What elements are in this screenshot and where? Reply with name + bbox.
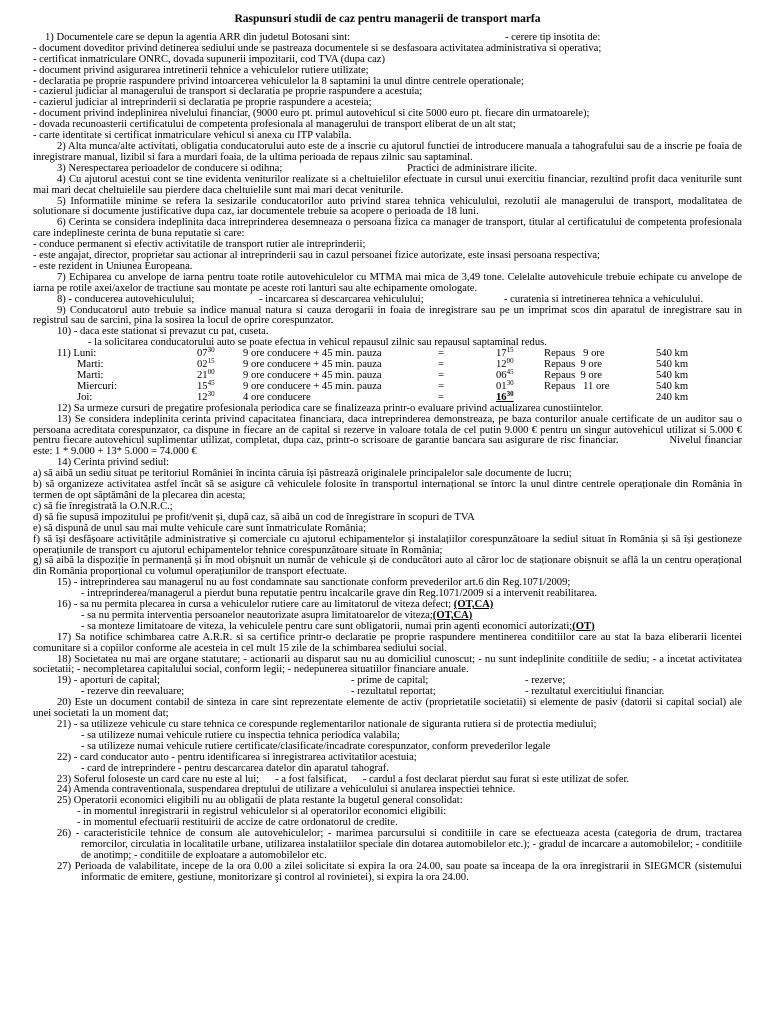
section-26-paragraph: 26) - caracteristicile tehnice de consum ale autovehiculelor; - marimea parcursului si conditiile in care se efectueaza acesta (categoria de drum, tractarea remorcilor, circulatia in localitatile urbane, utilizarea instalatiilor speciale din dotarea automobilelor etc.); - gradul de incarcare a automobilelor; - conditiile de anotimp; - conditiile de exploatare a automobilelor etc. — [57, 828, 742, 861]
schedule-day: Miercuri: — [77, 380, 118, 392]
section-7-paragraph: 7) Echiparea cu anvelope de iarna pentru toate rotile autovehiculelor cu MTMA mai mica de 3,49 tone. Celelalte autovehicule trebuie echipate cu anvelope de iarna pe rotile axei/axelor de tractiune sau montate pe aceste roti lanturi sau alte echipamente omologate. — [33, 271, 742, 294]
section-12-line: 12) Sa urmeze cursuri de pregatire profesionala periodica care se finalizeaza printr-o evaluare privind actualizarea cunostiintelor. — [57, 402, 604, 414]
schedule-number: 11) — [57, 348, 71, 360]
section-14-item: d) să fie supusă impozitului pe profit/venit și, după caz, să aibă un cod de înregistrare în scopuri de TVA — [33, 511, 475, 523]
section-15-line-b: - intreprinderea/managerul a pierdut buna reputatie pentru incalcarile grave din Reg.1071/2009 si a intervenit reabilitarea. — [81, 588, 597, 600]
schedule-equals: = — [438, 359, 444, 371]
section-1-item: - declaratia pe proprie raspundere privind intoarcerea vehiculelor la 8 saptamini la unul dintre centrele operationale; — [33, 75, 524, 87]
section-3-part-b: Practici de administrare ilicite. — [407, 162, 538, 174]
schedule-start: $12^{30}$ — [197, 389, 215, 403]
section-10-line-b: - la solicitarea conducatorului auto se poate efectua in vehicul repausul zilnic sau repausul saptaminal redus. — [88, 337, 547, 349]
section-14-item: e) să dispună de unul sau mai multe vehicule care sunt înmatriculate România; — [33, 522, 367, 534]
section-14-item: g) să aibă la dispoziție în permanență și în mod obișnuit un număr de vehicule și de conducători auto al căror loc de staționare obișnuit se află la un centru operațional din România proporțional cu volumul operațiunilor de transport efectuate. — [33, 555, 742, 578]
section-13-paragraph — [33, 415, 742, 459]
section-1-item: - document privind asigurarea intretinerii tehnice a vehiculelor rutiere utilizate; — [33, 64, 369, 76]
schedule-rest: Repaus 11 ore — [544, 380, 610, 392]
schedule-end: $17^{15}$ — [496, 346, 514, 360]
section-14-item: a) să aibă un sediu situat pe teritoriul României în incinta căruia își păstrează originalele principalelor sale documente de lucru; — [33, 468, 572, 480]
schedule-day: 11) Luni: — [57, 348, 97, 360]
section-6-item: - este angajat, director, proprietar sau actionar al intreprinderii sau in cazul persoanei fizice autorizate, este insasi persoana respectiva; — [33, 250, 600, 262]
section-16-line-b: - sa nu permita interventia persoanelor neautorizate asupra limitatoarelor de viteza;(OT,CA) — [81, 609, 473, 621]
section-27-paragraph: 27) Perioada de valabilitate, incepe de la ora 0.00 a zilei solicitate si expira la ora 24.00, sau poate sa inceapa de la ora inregistrarii in SIEGMCR (sistemului informatic de emitere, gestiune, monitorizare şi control al rovinietei), si expira la ora 24.00. — [57, 860, 742, 883]
section-13-text: 13) Se considera indeplinita cerinta privind capacitatea financiara, daca intreprinderea demonstreaza, pe baza conturilor anuale certificate de un auditor sau o persoana acreditata corespunzator, ca dispune in fiecare an de capital si rezerve in valoare totala de cel putin 9.000 € pentru un singur autovehicul utilizat si 5.000 € pentru fiecare autovehicul suplimentar utilizat, completat, dupa caz, printr-o scrisoare de garantie bancara sau asigurare de risc financiar. — [33, 413, 742, 447]
schedule-work: 9 ore conducere + 45 min. pauza — [243, 359, 382, 371]
section-14-item: b) să organizeze activitatea astfel încât să se asigure că vehiculele folosite în transportul internațional se întorc la unul dintre centrele operaționale din România în termen de opt săptămâni de la plecarea din acesta; — [33, 479, 742, 501]
schedule-equals: = — [438, 391, 444, 403]
schedule-work: 9 ore conducere + 45 min. pauza — [243, 380, 382, 392]
schedule-day: Marti: — [77, 359, 104, 371]
section-6-paragraph: 6) Cerinta se considera indeplinita daca intreprinderea desemneaza o persoana fizica ca manager de transport, titular al certificatului de competenta profesionala care indeplineste cerinta de buna reputatie si care: — [33, 217, 742, 240]
section-16-line-a: 16) - sa nu permita plecarea in cursa a vehiculelor rutiere care au limitatorul de viteza defect; (OT,CA) — [57, 599, 494, 611]
schedule-end: $16^{30}$ — [496, 389, 514, 403]
section-25-line-c: - in momentul efectuarii restituirii de accize de catre ordonatorul de credite. — [77, 817, 398, 829]
schedule-km: 240 km — [656, 391, 689, 403]
section-1-item: - cazierul judiciar al intreprinderii si declaratia pe proprie raspundere a acesteia; — [33, 97, 372, 109]
section-13-financial-level: Nivelul financiar este: 1 * 9.000 + 13* 5.000 = 74.000 € — [33, 435, 742, 458]
schedule-day: Joi: — [77, 391, 93, 403]
schedule-rest: Repaus 9 ore — [544, 359, 602, 371]
section-21-line-b: - sa utilizeze numai vehicule rutiere cu inspectia tehnica periodica valabila; — [81, 729, 400, 741]
section-1-item: - document doveditor privind detinerea sediului unde se pastreaza documentele si se desfasoara activitatea administrativa si operativa; — [33, 42, 602, 54]
schedule-rest: Repaus 9 ore — [544, 370, 602, 381]
schedule-equals: = — [438, 370, 444, 381]
section-8-part-b: - incarcarea si descarcarea vehiculului; — [259, 293, 424, 305]
schedule-work: 4 ore conducere — [243, 391, 311, 403]
section-2-paragraph: 2) Alta munca/alte activitati, obligatia conducatorului auto este de a inscrie cu ajutorul functiei de introducere manuala a tahografului sau de a inscrie pe foaia de inregistrare manual, lizibil si fara a murdari foaia, de la ultima perioada de repaus zilnic sau saptaminal. — [33, 140, 742, 163]
section-16-tag: (OT,CA) — [432, 609, 473, 621]
section-1-title-right: - cerere tip insotita de: — [505, 31, 601, 43]
section-1-item: - cazierul judiciar al managerului de transport si declaratia pe proprie raspundere a acestuia; — [33, 86, 423, 98]
schedule-equals: = — [438, 380, 444, 392]
section-17-paragraph: 17) Sa notifice schimbarea catre A.R.R. si sa certifice printr-o declaratie pe proprie raspundere mentinerea conditiilor care au stat la baza eliberarii licentei comunitare si a copiilor conforme ale acesteia in cel mult 15 zile de la schimbarea sediului social. — [33, 631, 742, 654]
section-8-line — [33, 295, 742, 306]
section-8-part-c: - curatenia si intretinerea tehnica a vehiculului. — [504, 293, 704, 305]
schedule-work: 9 ore conducere + 45 min. pauza — [243, 348, 382, 360]
section-6-item: - conduce permanent si efectiv activitatile de transport rutier ale intreprinderii; — [33, 239, 366, 251]
section-19-line-b: - rezerve din reevaluare; - rezultatul reportat; - rezultatul exercitiului financiar. — [81, 686, 665, 698]
section-23-line: 23) Soferul foloseste un card care nu este al lui; - a fost falsificat, - cardul a fost declarat pierdut sau furat si este utilizat de sofer. — [57, 773, 630, 785]
schedule-start: $21^{00}$ — [197, 368, 215, 381]
schedule-equals: = — [438, 348, 444, 360]
section-16-tag: (OT,CA) — [453, 599, 494, 611]
section-18-paragraph: 18) Societatea nu mai are organe statutare; - actionarii au disparut sau nu au domiciliul cunoscut; - nu sunt indeplinite conditiile de sediu; - a incetat activitatea societatii; - necompletarea capitalului social, conform legii; - nedepunerea situatiilor financiare anuale. — [33, 653, 742, 676]
section-20-paragraph: 20) Este un document contabil de sinteza in care sint reprezentate elemente de activ (proprietatile societatii) si elemente de pasiv (datorii si capital social) ale unei societati la un moment dat; — [33, 697, 742, 720]
section-10-line-a: 10) - daca este stationat si prevazut cu pat, cuseta. — [57, 326, 269, 338]
section-22-line-b: - card de intreprindere - pentru descarcarea datelor din aparatul tahograf. — [81, 762, 389, 774]
section-3-part-a: 3) Nerespectarea perioadelor de conducere si odihna; — [57, 162, 283, 174]
section-5-paragraph: 5) Informatiile minime se refera la sesizarile conducatorilor auto privind starea tehnica vehiculului, rezolutii ale managerului de transport, modalitatea de solutionare si documente justificative dupa caz, iar documentele trebuie sa acopere o perioada de 18 luni. — [33, 195, 742, 218]
section-19-line-a: 19) - aporturi de capital; - prime de capital; - rezerve; — [57, 675, 566, 687]
section-16-tag: (OT) — [572, 620, 595, 632]
section-21-line-c: - sa utilizeze numai vehicule rutiere certificate/clasificate/incadrate corespunzator, conform prevederilor legale — [81, 740, 551, 752]
schedule-end: $01^{30}$ — [496, 378, 514, 392]
schedule-work: 9 ore conducere + 45 min. pauza — [243, 370, 382, 381]
section-16-line-c: - sa monteze limitatoare de viteza, la vehiculele pentru care sunt obligatorii, numai prin agenti economici autorizati;(OT) — [81, 620, 595, 632]
section-1-title: 1) Documentele care se depun la agentia ARR din judetul Botosani sint: — [45, 31, 351, 43]
section-14-item: f) să își desfășoare activitățile administrative și comerciale cu ajutorul echipamentelor și instalațiilor corespunzătoare la sediul situat în România și să își gestioneze operațiunile de transport cu ajutorul echipamentelor tehnice corespunzătoare situate în România; — [33, 533, 742, 556]
section-1-item: - certificat inmatriculare ONRC, dovada supunerii impozitarii, cod TVA (dupa caz) — [33, 53, 386, 65]
schedule-start: $02^{15}$ — [197, 357, 215, 371]
schedule-km: 540 km — [656, 380, 689, 392]
schedule-end: $12^{00}$ — [496, 357, 514, 371]
section-15-line-a: 15) - intreprinderea sau managerul nu au fost condamnate sau sanctionate conform prevederilor art.6 din Reg.1071/2009; — [57, 577, 571, 589]
schedule-end: $06^{45}$ — [496, 368, 514, 381]
section-22-line-a: 22) - card conducator auto - pentru identificarea si inregistrarea activitatilor acestuia; — [57, 751, 417, 763]
document-title: Raspunsuri studii de caz pentru managerii de transport marfa — [234, 13, 541, 25]
schedule-day: Marti: — [77, 370, 104, 381]
section-9-paragraph: 9) Conducatorul auto trebuie sa indice manual natura si cauza derogarii in foaia de inregistrare sau pe un imprimat scos din aparatul de inregistrare sau in registrul sau de sarcini, pina la sosirea la locul de oprire corespunzator. — [33, 304, 742, 327]
section-24-line: 24) Amenda contraventionala, suspendarea dreptului de utilizare a vehiculului si anularea inspectiei tehnice. — [57, 784, 516, 796]
schedule-km: 540 km — [656, 348, 689, 360]
section-25-line-a: 25) Operatorii economici eligibili nu au obligatii de plata restante la bugetul general consolidat: — [57, 795, 463, 807]
section-6-item: - este rezident in Uniunea Europeana. — [33, 260, 193, 272]
section-8-part-a: 8) - conducerea autovehiculului; — [57, 293, 195, 305]
schedule-table — [57, 346, 689, 404]
schedule-km: 540 km — [656, 370, 689, 381]
section-14-item: c) să fie înregistrată la O.N.R.C.; — [33, 500, 173, 512]
section-21-line-a: 21) - sa utilizeze vehicule cu stare tehnica ce corespunde reglementarilor nationale de siguranta rutiera si de protectia mediului; — [57, 719, 597, 730]
section-1-item: - carte identitate si certificat inmatriculare vehicul si anexa cu ITP valabila. — [33, 130, 352, 142]
schedule-start: $07^{30}$ — [197, 346, 215, 360]
schedule-row — [57, 382, 688, 393]
section-1-item: - dovada recunoasterii certificatului de competenta profesionala al managerului de transport eliberat de un alt stat; — [33, 119, 516, 131]
section-1-item: - document privind indeplinirea nivelului financiar, (9000 euro pt. primul autovehicul si cite 5000 euro pt. fiecare din urmatoarele); — [33, 108, 590, 120]
section-25-line-b: - in momentul inregistrarii in registrul vehiculelor si al operatorilor economici eligibili: — [77, 806, 447, 818]
schedule-km: 540 km — [656, 359, 689, 371]
schedule-rest: Repaus 9 ore — [544, 348, 605, 360]
section-14-heading: 14) Cerinta privind sediul: — [57, 457, 170, 469]
section-4-paragraph: 4) Cu ajutorul acestui cont se tine evidenta veniturilor realizate si a cheltuielilor efectuate in cursul unui exercitiu financiar, rezultind profit daca veniturile sunt mai mari decat cheltuielile sau pierdere daca cheltuielile sunt mai mari decat veniturile. — [33, 173, 742, 196]
schedule-start: $15^{45}$ — [197, 378, 215, 392]
